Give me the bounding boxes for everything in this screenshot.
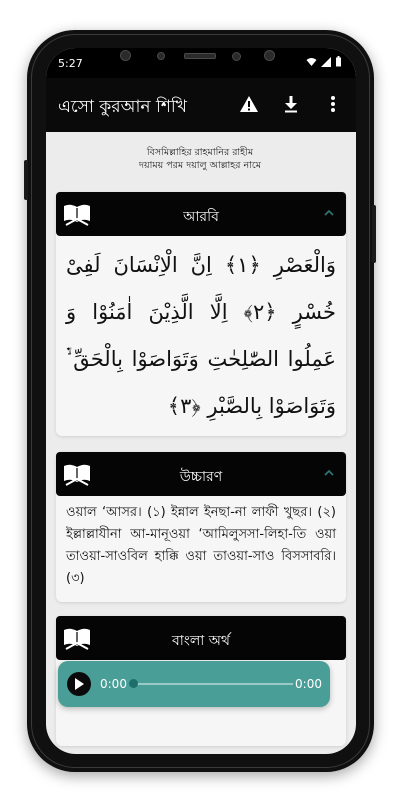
- bismillah-arabic-transliteration: বিসমিল্লাহির রাহমানির রাহীম: [146, 147, 254, 158]
- signal-icon: [321, 57, 331, 67]
- front-camera: [120, 50, 131, 61]
- front-camera: [264, 50, 275, 61]
- chevron-up-icon[interactable]: [322, 206, 336, 220]
- speaker-grille: [184, 53, 216, 59]
- arabic-verse-text: وَالْعَصْرِ ﴿١﴾ اِنَّ الْاِنْسَانَ لَفِیْ خُسْرٍ ﴿٢﴾ اِلَّا الَّذِیْنَ اٰمَنُوْا وَ عَمِلُوا الصّٰلِحٰتِ وَتَوَاصَوْا بِالْحَقِّ ۙ۬ وَتَوَاصَوْا بِالصَّبْرِ ﴿٣﴾: [66, 253, 336, 418]
- bismillah-meaning: দয়াময় পরম দয়ালু আল্লাহর নামে: [139, 160, 261, 171]
- bismillah-block: [56, 146, 344, 172]
- phone-side-button: [24, 160, 28, 200]
- arabic-section-title: আরবি: [183, 209, 219, 225]
- meaning-section-title: বাংলা অর্থ: [171, 633, 230, 649]
- total-time: 0:00: [295, 677, 322, 691]
- more-vert-icon[interactable]: [322, 93, 344, 115]
- app-title: এসো কুরআন শিখি: [58, 97, 187, 117]
- sensor-dot: [232, 52, 241, 61]
- warning-icon[interactable]: [238, 93, 260, 115]
- audio-player: [58, 661, 330, 707]
- seek-thumb[interactable]: [129, 679, 138, 688]
- pronunciation-text: ওয়াল ‘আসর। (১) ইন্নাল ইনছা-না লাফী খুছর। (২) ইল্লাল্লাযীনা আ-মানূওয়া ‘আমিলুসসা-লিহা-তি ওয়া তাওয়া-সাওবিল হাক্কি ওয়া তাওয়া-সাও বিসসাবরি। (৩): [66, 505, 336, 586]
- pronunciation-section-title: উচ্চারণ: [179, 469, 223, 485]
- battery-icon: [335, 56, 342, 67]
- status-icons: [306, 56, 342, 67]
- meaning-card-header[interactable]: [56, 616, 346, 660]
- app-screen: [46, 48, 356, 754]
- arabic-card-header[interactable]: [56, 192, 346, 236]
- chevron-up-icon[interactable]: [322, 466, 336, 480]
- wifi-icon: [306, 57, 317, 67]
- pronunciation-card: [56, 452, 346, 602]
- download-icon[interactable]: [280, 93, 302, 115]
- content-area: [56, 140, 344, 172]
- phone-side-button: [372, 205, 376, 263]
- app-bar: [46, 78, 356, 132]
- current-time: 0:00: [100, 677, 127, 691]
- play-button[interactable]: [67, 672, 91, 696]
- sensor-dot: [157, 52, 165, 60]
- play-icon: [74, 678, 84, 690]
- seek-track[interactable]: [133, 683, 293, 685]
- pronunciation-card-header[interactable]: [56, 452, 346, 496]
- status-time: 5:27: [58, 57, 83, 70]
- arabic-card: [56, 192, 346, 436]
